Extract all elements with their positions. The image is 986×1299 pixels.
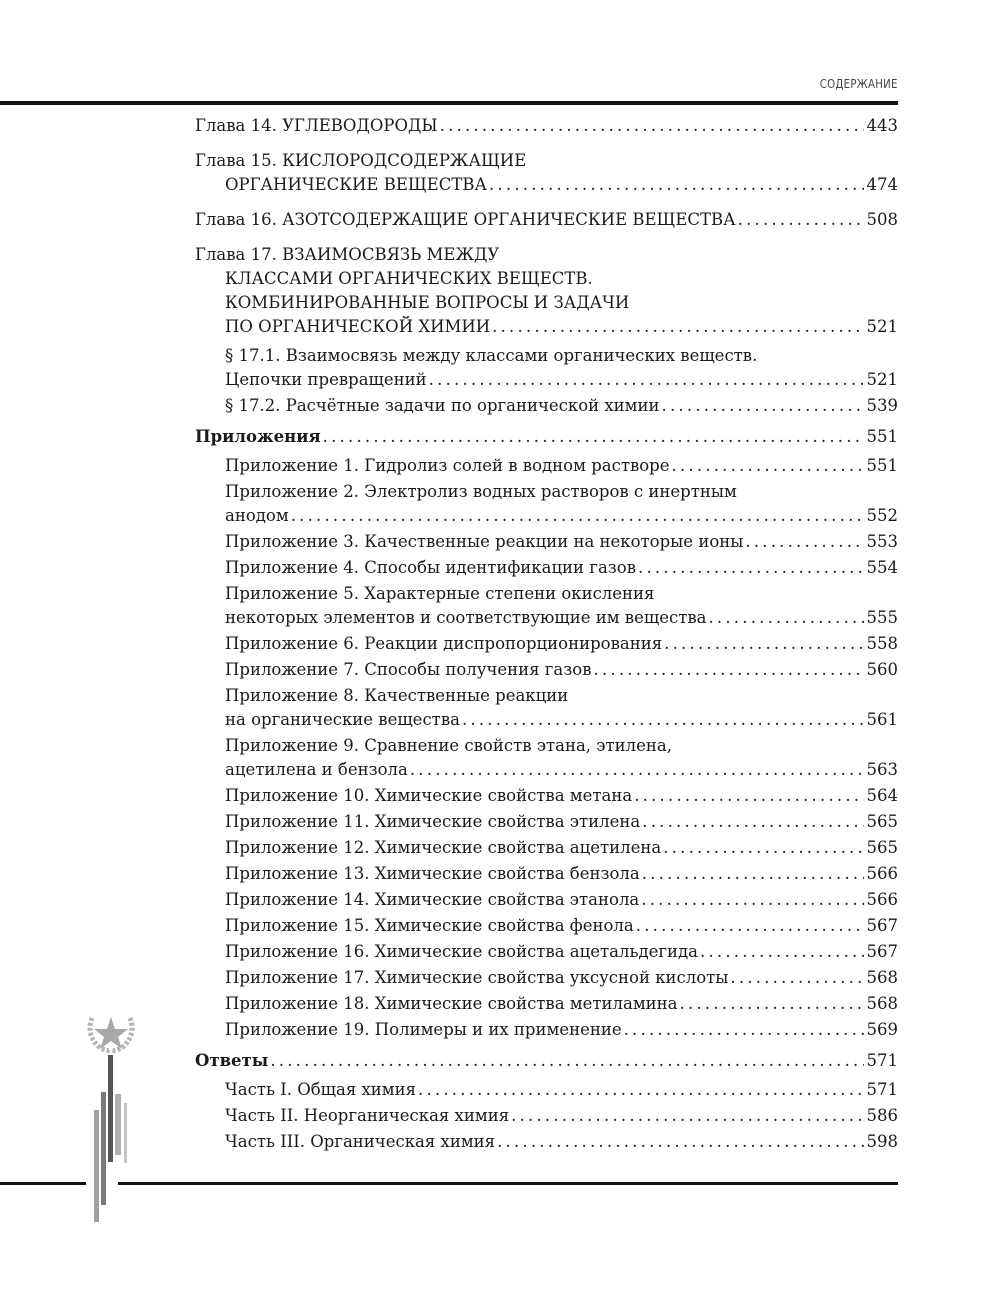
page-number: 566 <box>866 890 898 909</box>
toc-line <box>225 1018 898 1042</box>
toc-line <box>225 632 898 656</box>
toc-line <box>225 992 898 1016</box>
dot-leader <box>642 810 863 834</box>
toc-entry-title: КОМБИНИРОВАННЫЕ ВОПРОСЫ И ЗАДАЧИ <box>225 293 630 312</box>
toc-line <box>195 173 898 197</box>
toc-line <box>225 784 898 808</box>
page-number: 508 <box>866 210 898 229</box>
dot-leader <box>663 836 863 860</box>
dot-leader <box>429 368 864 392</box>
toc-entry-title: анодом <box>225 506 289 525</box>
toc-entry[interactable] <box>195 734 898 782</box>
page-number: 568 <box>866 968 898 987</box>
dot-leader <box>594 658 864 682</box>
toc-entry[interactable] <box>195 1104 898 1128</box>
running-head: СОДЕРЖАНИЕ <box>820 77 898 91</box>
toc-entry[interactable] <box>195 658 898 682</box>
dot-leader <box>492 315 863 339</box>
toc-entry[interactable] <box>195 836 898 860</box>
toc-entry[interactable] <box>195 914 898 938</box>
toc-entry[interactable] <box>195 425 898 449</box>
toc-entry-title: ПО ОРГАНИЧЕСКОЙ ХИМИИ <box>225 317 491 336</box>
toc-line <box>225 862 898 886</box>
toc-line <box>225 504 898 528</box>
toc-entry[interactable] <box>195 1078 898 1102</box>
toc-line <box>225 606 898 630</box>
toc-line <box>225 966 898 990</box>
toc-entry[interactable] <box>195 862 898 886</box>
toc-entry-title: Приложение 15. Химические свойства фенола <box>225 916 634 935</box>
dot-leader <box>738 208 864 232</box>
toc-entry-title: Часть II. Неорганическая химия <box>225 1106 510 1125</box>
toc-entry-title: Приложение 16. Химические свойства ацетальдегида <box>225 942 699 961</box>
dot-leader <box>636 914 864 938</box>
toc-entry[interactable] <box>195 940 898 964</box>
page-number: 569 <box>866 1020 898 1039</box>
toc-line <box>225 530 898 554</box>
decor-bar <box>124 1103 127 1163</box>
page-number: 474 <box>866 175 898 194</box>
dot-leader <box>664 632 863 656</box>
toc-line <box>225 888 898 912</box>
toc-entry-title: Приложения <box>195 427 321 446</box>
toc-line <box>195 1049 898 1073</box>
toc-line <box>225 368 898 392</box>
toc-entry-title: Приложение 13. Химические свойства бензола <box>225 864 640 883</box>
toc-entry-title: Цепочки превращений <box>225 370 427 389</box>
page-number: 553 <box>866 532 898 551</box>
decor-bar <box>94 1110 99 1222</box>
toc-line <box>225 708 898 732</box>
toc-entry[interactable] <box>195 888 898 912</box>
page-number: 521 <box>866 370 898 389</box>
toc-entry-title: Глава 14. УГЛЕВОДОРОДЫ <box>195 116 438 135</box>
toc-line <box>225 684 898 708</box>
toc-entry[interactable] <box>195 530 898 554</box>
dot-leader <box>745 530 863 554</box>
dot-leader <box>418 1078 863 1102</box>
toc-entry[interactable] <box>195 208 898 232</box>
toc-entry[interactable] <box>195 243 898 339</box>
page-number: 552 <box>866 506 898 525</box>
toc-line <box>195 291 898 315</box>
dot-leader <box>489 173 864 197</box>
page-number: 521 <box>866 317 898 336</box>
dot-leader <box>440 114 864 138</box>
toc-line <box>195 114 898 138</box>
toc-entry-title: Приложение 18. Химические свойства метиламина <box>225 994 678 1013</box>
page-number: 571 <box>866 1080 898 1099</box>
dot-leader <box>270 1049 863 1073</box>
toc-entry-title: Приложение 19. Полимеры и их применение <box>225 1020 622 1039</box>
toc-entry[interactable] <box>195 480 898 528</box>
page-number: 586 <box>866 1106 898 1125</box>
toc-line <box>225 734 898 758</box>
toc-entry[interactable] <box>195 1018 898 1042</box>
page-number: 566 <box>866 864 898 883</box>
page-number: 563 <box>866 760 898 779</box>
toc-line <box>225 1130 898 1154</box>
toc-line <box>225 394 898 418</box>
toc-entry-title: Приложение 11. Химические свойства этилена <box>225 812 641 831</box>
toc-entry-title: Приложение 7. Способы получения газов <box>225 660 592 679</box>
decor-bar <box>108 1055 113 1162</box>
toc-line <box>225 810 898 834</box>
page-number: 443 <box>866 116 898 135</box>
toc-entry-title: Часть I. Общая химия <box>225 1080 417 1099</box>
toc-entry-title: Приложение 6. Реакции диспропорционирования <box>225 634 663 653</box>
toc-entry-title: Приложение 1. Гидролиз солей в водном растворе <box>225 456 670 475</box>
dot-leader <box>680 992 864 1016</box>
page-number: 561 <box>866 710 898 729</box>
toc-line <box>225 914 898 938</box>
toc-entry-title: Глава 16. АЗОТСОДЕРЖАЩИЕ ОРГАНИЧЕСКИЕ ВЕЩЕСТВА <box>195 210 736 229</box>
toc-entry-title: Приложение 4. Способы идентификации газов <box>225 558 637 577</box>
toc-entry-title: Ответы <box>195 1051 269 1070</box>
dot-leader <box>642 862 864 886</box>
toc-entry[interactable] <box>195 966 898 990</box>
toc-entry-title: § 17.1. Взаимосвязь между классами органических веществ. <box>225 346 758 365</box>
toc-line <box>225 344 898 368</box>
dot-leader <box>708 606 863 630</box>
header-rule <box>0 101 898 105</box>
dot-leader <box>462 708 864 732</box>
toc-line <box>225 940 898 964</box>
toc-entry-title: ацетилена и бензола <box>225 760 408 779</box>
toc-entry-title: Приложение 14. Химические свойства этанола <box>225 890 640 909</box>
page-number: 565 <box>866 838 898 857</box>
toc-line <box>225 758 898 782</box>
toc-line <box>225 836 898 860</box>
toc-entry[interactable] <box>195 632 898 656</box>
toc-line <box>225 1078 898 1102</box>
toc-entry-title: Приложение 12. Химические свойства ацетилена <box>225 838 662 857</box>
toc-entry[interactable] <box>195 992 898 1016</box>
toc-entry-title: КЛАССАМИ ОРГАНИЧЕСКИХ ВЕЩЕСТВ. <box>225 269 593 288</box>
page-number: 598 <box>866 1132 898 1151</box>
toc-entry-title: § 17.2. Расчётные задачи по органической химии <box>225 396 660 415</box>
dot-leader <box>700 940 863 964</box>
dot-leader <box>323 425 864 449</box>
toc-line <box>225 582 898 606</box>
dot-leader <box>641 888 863 912</box>
toc-entry[interactable] <box>195 114 898 138</box>
page-number: 539 <box>866 396 898 415</box>
dot-leader <box>638 556 863 580</box>
toc-line <box>195 208 898 232</box>
toc-entry[interactable] <box>195 684 898 732</box>
toc-entry-title: Глава 17. ВЗАИМОСВЯЗЬ МЕЖДУ <box>195 245 500 264</box>
toc-line <box>225 556 898 580</box>
toc-entry-title: Приложение 3. Качественные реакции на некоторые ионы <box>225 532 744 551</box>
page-number: 555 <box>866 608 898 627</box>
toc-line <box>195 149 898 173</box>
toc-line <box>195 243 898 267</box>
toc-entry-title: ОРГАНИЧЕСКИЕ ВЕЩЕСТВА <box>225 175 487 194</box>
footer-rule <box>118 1182 898 1185</box>
star-wreath-emblem <box>84 1010 138 1054</box>
toc-entry[interactable] <box>195 810 898 834</box>
toc-entry[interactable] <box>195 149 898 197</box>
toc-entry[interactable] <box>195 394 898 418</box>
toc-entry[interactable] <box>195 784 898 808</box>
toc-line <box>225 454 898 478</box>
page-number: 565 <box>866 812 898 831</box>
page-number: 571 <box>866 1051 898 1070</box>
toc-entry[interactable] <box>195 344 898 392</box>
toc-line <box>195 425 898 449</box>
toc-entry-title: Часть III. Органическая химия <box>225 1132 496 1151</box>
toc-entry-title: Приложение 2. Электролиз водных растворов с инертным <box>225 482 737 501</box>
dot-leader <box>291 504 864 528</box>
toc-entry[interactable] <box>195 1049 898 1073</box>
toc-line <box>195 315 898 339</box>
toc-entry-title: на органические вещества <box>225 710 460 729</box>
toc-entry-title: Приложение 5. Характерные степени окисления <box>225 584 655 603</box>
dot-leader <box>410 758 864 782</box>
dot-leader <box>634 784 863 808</box>
dot-leader <box>730 966 863 990</box>
toc-entry[interactable] <box>195 1130 898 1154</box>
page-number: 560 <box>866 660 898 679</box>
page-number: 551 <box>866 427 898 446</box>
toc-line <box>225 658 898 682</box>
toc-entry-title: Приложение 10. Химические свойства метана <box>225 786 633 805</box>
toc-entry-title: Приложение 8. Качественные реакции <box>225 686 569 705</box>
footer-rule <box>0 1182 86 1185</box>
page-number: 554 <box>866 558 898 577</box>
page-number: 567 <box>866 916 898 935</box>
dot-leader <box>497 1130 863 1154</box>
page-number: 551 <box>866 456 898 475</box>
decor-bar <box>101 1092 106 1205</box>
toc-entry-title: Глава 15. КИСЛОРОДСОДЕРЖАЩИЕ <box>195 151 527 170</box>
decor-bar <box>115 1094 121 1155</box>
dot-leader <box>662 394 864 418</box>
toc-entry[interactable] <box>195 582 898 630</box>
toc-entry-title: Приложение 17. Химические свойства уксусной кислоты <box>225 968 729 987</box>
dot-leader <box>624 1018 864 1042</box>
page-number: 567 <box>866 942 898 961</box>
toc-entry[interactable] <box>195 454 898 478</box>
table-of-contents <box>195 114 898 1154</box>
toc-entry[interactable] <box>195 556 898 580</box>
page-number: 564 <box>866 786 898 805</box>
page-number: 568 <box>866 994 898 1013</box>
toc-line <box>225 1104 898 1128</box>
toc-entry-title: Приложение 9. Сравнение свойств этана, этилена, <box>225 736 672 755</box>
toc-entry-title: некоторых элементов и соответствующие им вещества <box>225 608 707 627</box>
dot-leader <box>672 454 864 478</box>
toc-line <box>225 480 898 504</box>
page-number: 558 <box>866 634 898 653</box>
toc-line <box>195 267 898 291</box>
dot-leader <box>511 1104 863 1128</box>
